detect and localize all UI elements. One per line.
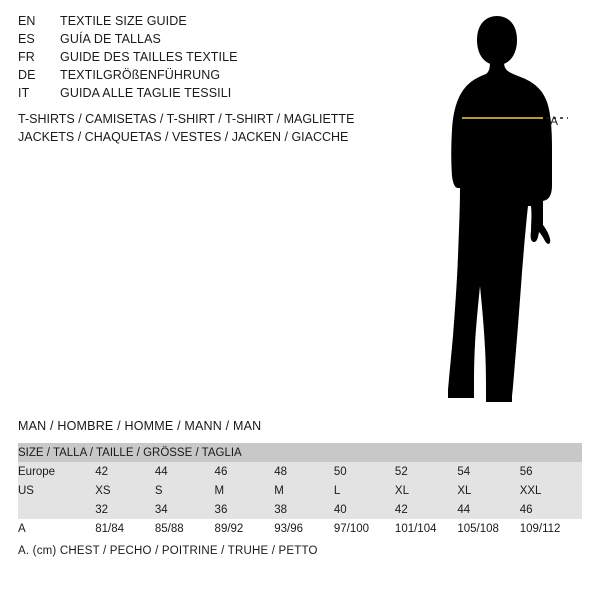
cell: 42 <box>95 465 108 478</box>
table-row <box>18 481 582 500</box>
cell: 81/84 <box>95 522 124 535</box>
cell: 50 <box>333 465 347 478</box>
size-table <box>18 443 582 538</box>
language-text: GUIDE DES TAILLES TEXTILE <box>60 50 238 64</box>
cell: 46 <box>214 465 228 478</box>
cell: XL <box>457 484 472 497</box>
language-row <box>18 86 368 104</box>
table-row <box>18 519 582 538</box>
cell: 52 <box>394 465 408 478</box>
cell: 38 <box>274 503 288 516</box>
language-code: FR <box>18 50 35 64</box>
language-code: IT <box>18 86 30 100</box>
row-label-us: US <box>18 484 34 497</box>
row-label-a: A <box>18 522 26 535</box>
language-code: ES <box>18 32 35 46</box>
cell: 42 <box>394 503 408 516</box>
cell: 89/92 <box>214 522 244 535</box>
measure-marker-label: A <box>550 114 559 128</box>
cell: S <box>154 484 163 497</box>
table-row <box>18 500 582 519</box>
cell: L <box>333 484 341 497</box>
language-text: GUIDA ALLE TAGLIE TESSILI <box>60 86 232 100</box>
table-section-title: MAN / HOMBRE / HOMME / MANN / MAN <box>18 419 262 433</box>
cell: M <box>214 484 225 497</box>
cell: 32 <box>95 503 108 516</box>
cell: XL <box>394 484 409 497</box>
table-row <box>18 462 582 481</box>
table-header-label: SIZE / TALLA / TAILLE / GRÖSSE / TAGLIA <box>18 446 242 459</box>
cell: 44 <box>154 465 168 478</box>
row-label-europe: Europe <box>18 465 56 478</box>
language-code: DE <box>18 68 36 82</box>
language-text: TEXTILGRÖßENFÜHRUNG <box>60 68 221 82</box>
language-row <box>18 14 368 32</box>
garment-line-tshirts: T-SHIRTS / CAMISETAS / T-SHIRT / T-SHIRT / MAGLIETTE <box>18 112 355 126</box>
cell: 105/108 <box>457 522 499 535</box>
cell: XXL <box>519 484 542 497</box>
cell: 48 <box>274 465 288 478</box>
row-label-us-numeric <box>18 500 95 519</box>
cell: 85/88 <box>154 522 184 535</box>
language-row <box>18 32 368 50</box>
cell: 109/112 <box>519 522 561 535</box>
cell: 97/100 <box>333 522 370 535</box>
body-figure <box>400 10 600 410</box>
cell: 40 <box>333 503 347 516</box>
garment-line-jackets: JACKETS / CHAQUETAS / VESTES / JACKEN / GIACCHE <box>18 130 349 144</box>
cell: M <box>274 484 284 497</box>
cell: 93/96 <box>274 522 303 535</box>
cell: 36 <box>214 503 228 516</box>
language-row <box>18 68 368 86</box>
table-header-row <box>18 443 582 462</box>
language-code: EN <box>18 14 36 28</box>
language-text: TEXTILE SIZE GUIDE <box>60 14 187 28</box>
table-footnote: A. (cm) CHEST / PECHO / POITRINE / TRUHE / PETTO <box>18 545 318 557</box>
garment-category-list <box>18 110 418 146</box>
cell: 54 <box>457 465 471 478</box>
cell: 44 <box>457 503 471 516</box>
cell: 34 <box>154 503 168 516</box>
cell: 101/104 <box>394 522 437 535</box>
cell: 56 <box>519 465 533 478</box>
cell: 46 <box>519 503 533 516</box>
language-row <box>18 50 368 68</box>
cell: XS <box>95 484 111 497</box>
male-silhouette-icon <box>400 10 600 410</box>
language-text: GUÍA DE TALLAS <box>60 32 161 46</box>
language-list <box>18 14 368 104</box>
